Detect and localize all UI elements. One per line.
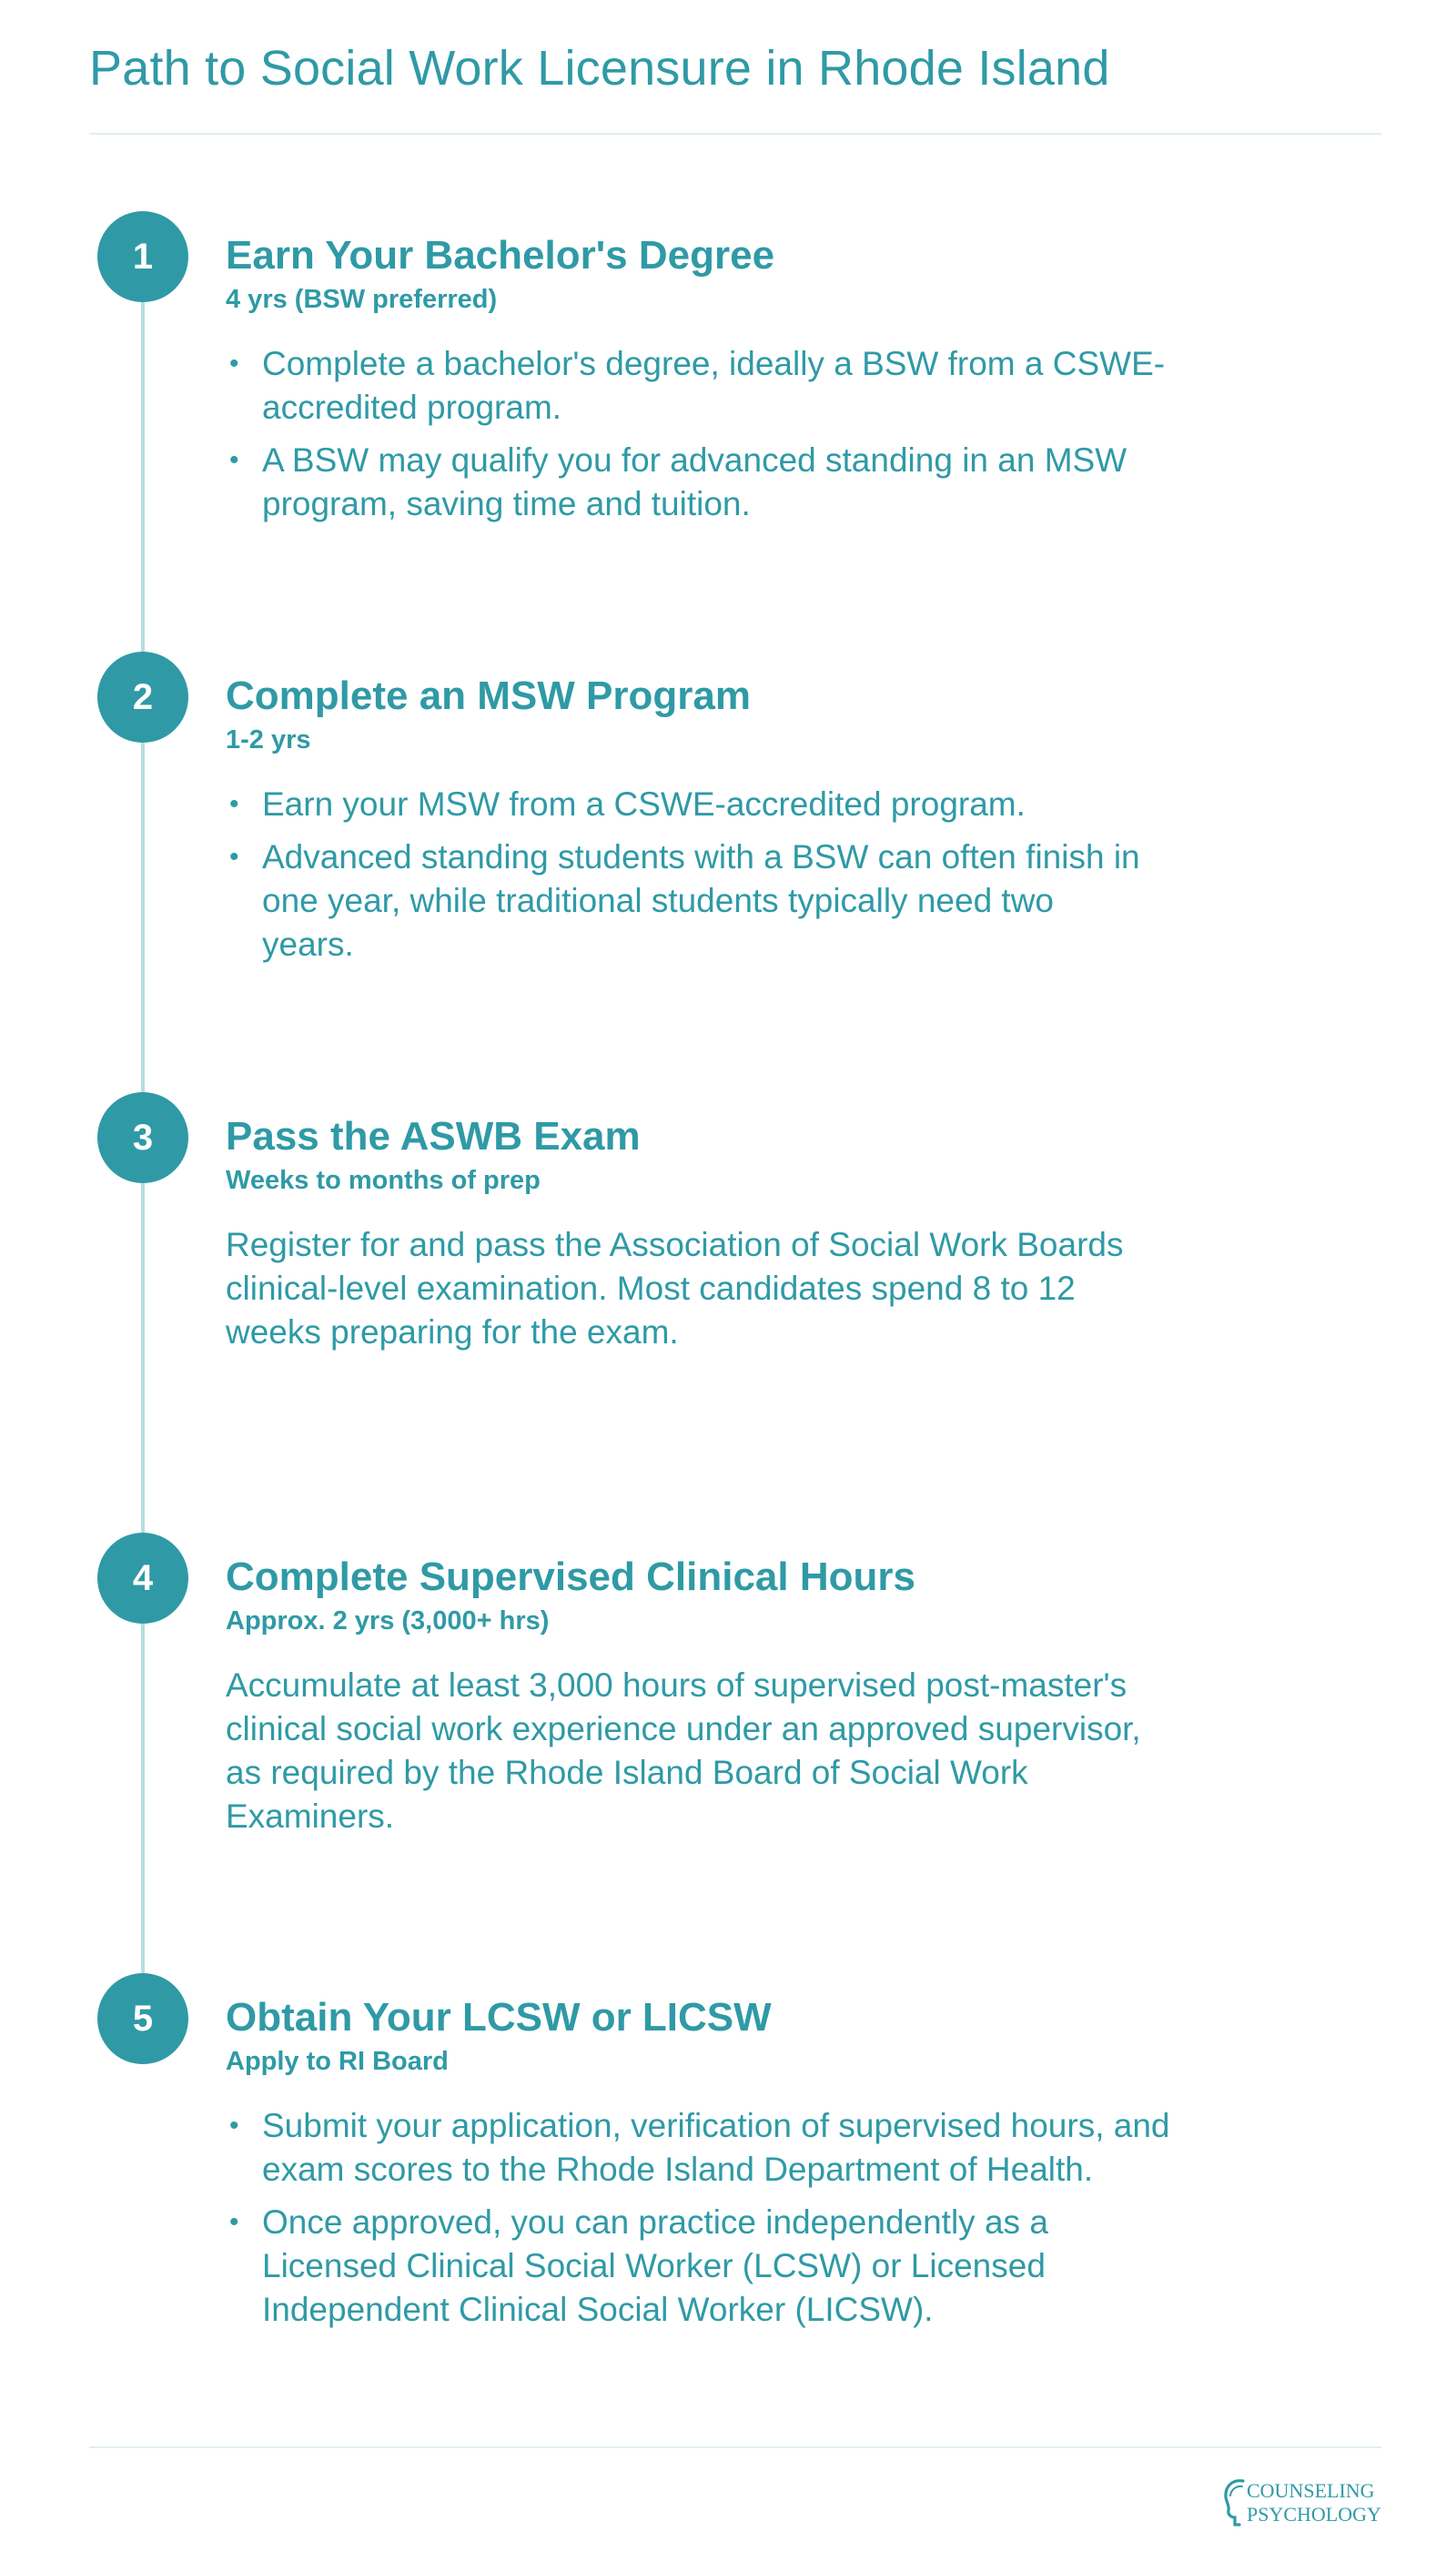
list-item: • Advanced standing students with a BSW can often finish in one year, while traditional students typically need two years.	[226, 835, 1145, 967]
step-description: Accumulate at least 3,000 hours of supervised post-master's clinical social work experience under an approved supervisor, as required by the Rhode Island Board of Social Work Examiners.	[226, 1666, 1141, 1835]
step-number-badge: 1	[97, 211, 188, 302]
step-number-badge: 3	[97, 1092, 188, 1183]
head-profile-icon	[1219, 2476, 1250, 2530]
step-duration: Weeks to months of prep	[226, 1166, 541, 1195]
step-duration: Apply to RI Board	[226, 2047, 449, 2076]
step-title: Pass the ASWB Exam	[226, 1114, 641, 1159]
bullet-icon: •	[229, 349, 239, 379]
step-number-badge: 2	[97, 652, 188, 743]
step-duration: 1-2 yrs	[226, 725, 311, 754]
step-points	[226, 783, 1172, 967]
bullet-icon: •	[229, 2207, 239, 2237]
step-title: Obtain Your LCSW or LICSW	[226, 1995, 772, 2040]
step-number-badge: 4	[97, 1533, 188, 1624]
page-title: Path to Social Work Licensure in Rhode Island	[89, 41, 1110, 96]
step-number-badge: 5	[97, 1973, 188, 2064]
logo-line-1: COUNSELING	[1247, 2479, 1375, 2502]
bullet-icon: •	[229, 445, 239, 475]
list-item: • A BSW may qualify you for advanced standing in an MSW program, saving time and tuition.	[226, 439, 1172, 526]
step-duration: Approx. 2 yrs (3,000+ hrs)	[226, 1606, 550, 1635]
step-title: Earn Your Bachelor's Degree	[226, 233, 775, 278]
bullet-icon: •	[229, 789, 239, 819]
step-description: Register for and pass the Association of Social Work Boards clinical-level examination. Most candidates spend 8 to 12 weeks preparing for the exam.	[226, 1226, 1124, 1351]
counseling-psychology-logo	[1219, 2474, 1383, 2532]
footer-divider	[89, 2446, 1381, 2448]
list-item: • Earn your MSW from a CSWE-accredited program.	[226, 783, 1172, 826]
step-title: Complete Supervised Clinical Hours	[226, 1554, 915, 1599]
list-item: • Once approved, you can practice independently as a Licensed Clinical Social Worker (LCSW) or Licensed Independent Clinical Social Worker (LICSW).	[226, 2201, 1172, 2332]
step-title: Complete an MSW Program	[226, 673, 751, 718]
step-duration: 4 yrs (BSW preferred)	[226, 285, 498, 314]
logo-line-2: PSYCHOLOGY	[1247, 2503, 1381, 2526]
step-points	[226, 342, 1172, 526]
header-divider	[89, 133, 1381, 135]
list-item: • Complete a bachelor's degree, ideally a BSW from a CSWE-accredited program.	[226, 342, 1172, 430]
step-points	[226, 2104, 1172, 2332]
bullet-icon: •	[229, 2111, 239, 2141]
list-item: • Submit your application, verification of supervised hours, and exam scores to the Rhode Island Department of Health.	[226, 2104, 1172, 2192]
bullet-icon: •	[229, 842, 239, 872]
